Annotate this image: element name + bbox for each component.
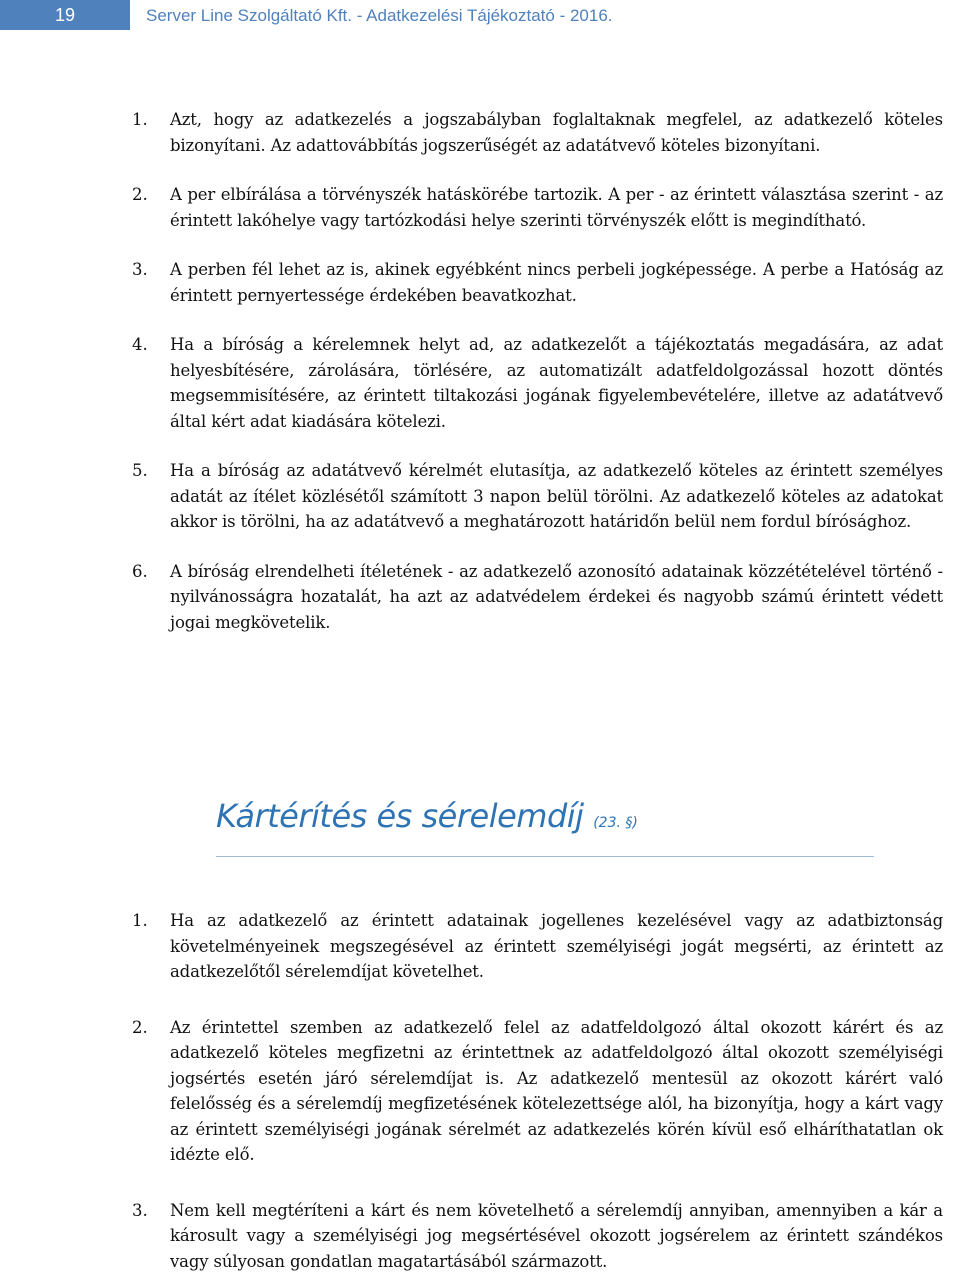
list-item-number: 4. — [132, 332, 148, 358]
list-item-number: 5. — [132, 458, 148, 484]
page-header — [0, 0, 960, 34]
section-divider — [216, 856, 874, 857]
list-item-text: A perben fél lehet az is, akinek egyébként nincs perbeli jogképessége. A perbe a Hatóság az érintett pernyertessége érdekében beavatkozhat. — [170, 257, 943, 308]
document-header-title: Server Line Szolgáltató Kft. - Adatkezelési Tájékoztató - 2016. — [146, 0, 613, 30]
list-item — [0, 182, 960, 233]
section-heading-title: Kártérítés és sérelemdíj — [216, 797, 584, 835]
list-item-number: 3. — [132, 1198, 148, 1224]
list-item-text: Ha a bíróság a kérelemnek helyt ad, az adatkezelőt a tájékoztatás megadására, az adat helyesbítésére, zárolására, törlésére, az automatizált adatfeldolgozással hozott döntés megsemmisítésére, az érintett tiltakozási jogának figyelembevételére, illetve az adatátvevő által kért adat kiadására kötelezi. — [170, 332, 943, 434]
list-item — [0, 1198, 960, 1274]
list-item — [0, 458, 960, 535]
list-item-number: 1. — [132, 908, 148, 934]
list-item — [0, 908, 960, 985]
list-item-number: 6. — [132, 559, 148, 585]
list-item-text: A bíróság elrendelheti ítéletének - az adatkezelő azonosító adatainak közzétételével történő - nyilvánosságra hozatalát, ha azt az adatvédelem érdekei és nagyobb számú érintett védett jogai megkövetelik. — [170, 559, 943, 636]
list-item — [0, 559, 960, 636]
list-item-text: Nem kell megtéríteni a kárt és nem követelhető a sérelemdíj annyiban, amennyiben a kár a károsult vagy a személyiségi jog megsértésével okozott jogsérelem az érintett szándékos vagy súlyosan gondatlan magatartásából származott. — [170, 1198, 943, 1274]
list-item-text: Azt, hogy az adatkezelés a jogszabályban foglaltaknak megfelel, az adatkezelő köteles bizonyítani. Az adattovábbítás jogszerűségét az adatátvevő köteles bizonyítani. — [170, 107, 943, 158]
list-item-text: Ha az adatkezelő az érintett adatainak jogellenes kezelésével vagy az adatbiztonság követelményeinek megszegésével az érintett személyiségi jogát megsérti, az érintett az adatkezelőtől sérelemdíjat követelhet. — [170, 908, 943, 985]
list-item-number: 2. — [132, 182, 148, 208]
list-item — [0, 257, 960, 308]
page-number: 19 — [0, 0, 130, 30]
list-item-text: A per elbírálása a törvényszék hatáskörébe tartozik. A per - az érintett választása szerint - az érintett lakóhelye vagy tartózkodási helye szerinti törvényszék előtt is megindítható. — [170, 182, 943, 233]
numbered-list-damages — [0, 908, 960, 1274]
list-item-text: Az érintettel szemben az adatkezelő felel az adatfeldolgozó által okozott kárért és az adatkezelő köteles megfizetni az érintettnek az adatfeldolgozó által okozott személyiségi jogsértés esetén járó sérelemdíjat is. Az adatkezelő mentesül az okozott kárért való felelősség és a sérelemdíj megfizetésének kötelezettsége alól, ha bizonyítja, hogy a kárt vagy az érintett személyiségi jogának sérelmét az adatkezelés körén kívül eső elháríthatatlan ok idézte elő. — [170, 1015, 943, 1168]
section-heading — [216, 797, 638, 835]
list-item-number: 1. — [132, 107, 148, 133]
list-item-number: 2. — [132, 1015, 148, 1041]
list-item — [0, 107, 960, 158]
list-item — [0, 332, 960, 434]
section-heading-reference: (23. §) — [593, 815, 638, 831]
list-item-number: 3. — [132, 257, 148, 283]
list-item-text: Ha a bíróság az adatátvevő kérelmét elutasítja, az adatkezelő köteles az érintett személyes adatát az ítélet közlésétől számított 3 napon belül törölni. Az adatkezelő köteles az adatokat akkor is törölni, ha az adatátvevő a meghatározott határidőn belül nem fordul bírósághoz. — [170, 458, 943, 535]
list-item — [0, 1015, 960, 1168]
numbered-list-remedies — [0, 107, 960, 635]
